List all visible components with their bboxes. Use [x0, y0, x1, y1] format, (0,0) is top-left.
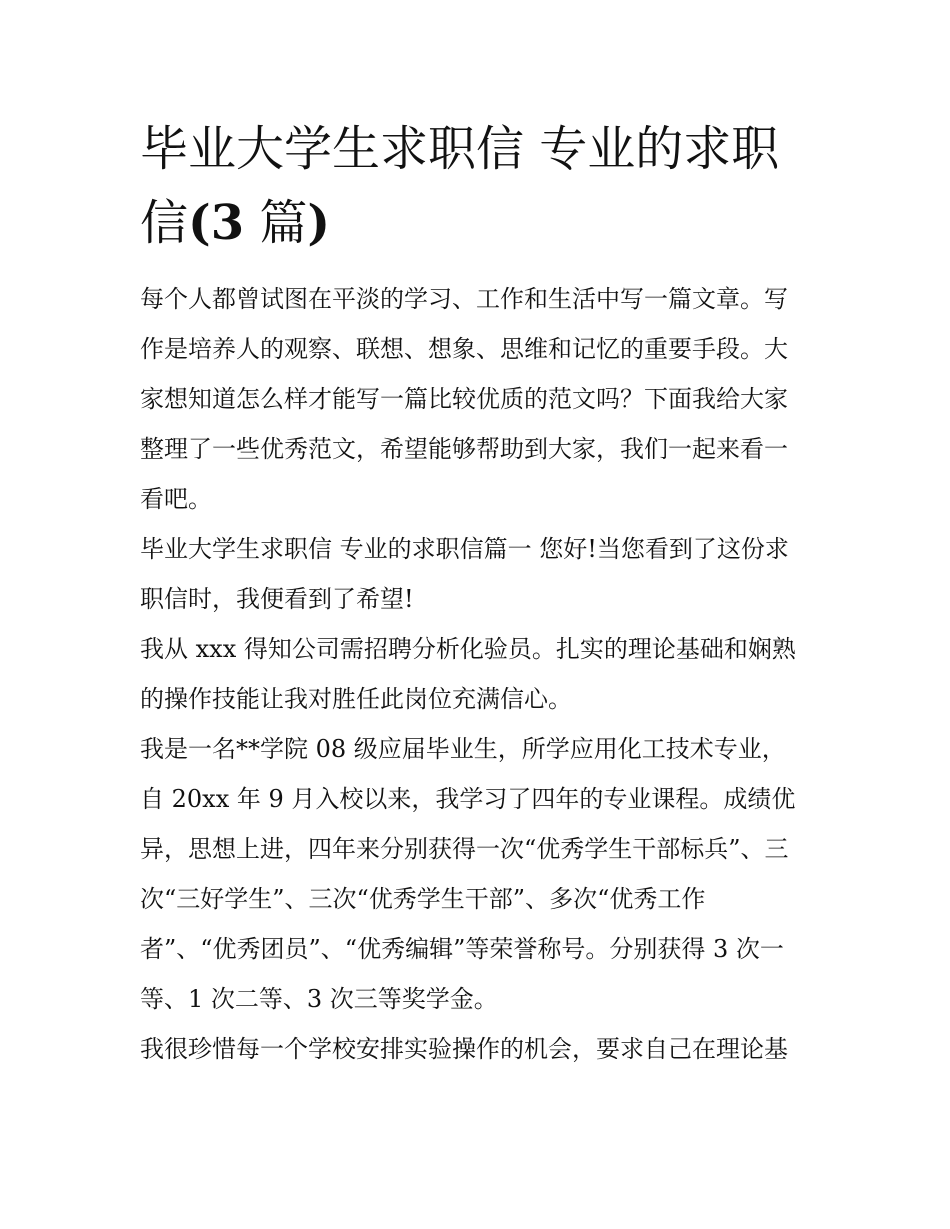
text-line: 我是一名**学院 08 级应届毕业生，所学应用化工技术专业， — [140, 735, 786, 763]
document-body — [140, 112, 812, 1074]
title-line-2-a: 信 — [140, 195, 189, 251]
title-line-1: 毕业大学生求职信 专业的求职 — [140, 121, 780, 177]
text-line: 每个人都曾试图在平淡的学习、工作和生活中写一篇文章。写 — [140, 285, 788, 313]
paragraph-intro — [140, 274, 812, 524]
text-line: 异，思想上进，四年来分别获得一次“优秀学生干部标兵”、三 — [140, 835, 789, 863]
title-line-2-c: 篇 — [244, 195, 308, 251]
paragraph-position — [140, 624, 812, 724]
text-line: 作是培养人的观察、联想、想象、思维和记忆的重要手段。大 — [140, 335, 788, 363]
text-line: 看吧。 — [140, 485, 212, 513]
title-line-2-d: ) — [307, 195, 331, 251]
text-line: 的操作技能让我对胜任此岗位充满信心。 — [140, 685, 572, 713]
text-line: 职信时，我便看到了希望! — [140, 585, 414, 613]
paragraph-experiments — [140, 1024, 812, 1074]
text-line: 毕业大学生求职信 专业的求职信篇一 您好!当您看到了这份求 — [140, 535, 789, 563]
text-line: 整理了一些优秀范文，希望能够帮助到大家，我们一起来看一 — [140, 435, 788, 463]
text-line: 我从 xxx 得知公司需招聘分析化验员。扎实的理论基础和娴熟 — [140, 635, 796, 663]
document-title — [140, 112, 812, 260]
text-line: 我很珍惜每一个学校安排实验操作的机会，要求自己在理论基 — [140, 1035, 788, 1063]
text-line: 自 20xx 年 9 月入校以来，我学习了四年的专业课程。成绩优 — [140, 785, 796, 813]
title-line-2-b: (3 — [188, 195, 245, 251]
text-line: 等、1 次二等、3 次三等奖学金。 — [140, 985, 498, 1013]
paragraph-background — [140, 724, 812, 1024]
text-line: 者”、“优秀团员”、“优秀编辑”等荣誉称号。分别获得 3 次一 — [140, 935, 784, 963]
text-line: 次“三好学生”、三次“优秀学生干部”、多次“优秀工作 — [140, 885, 706, 913]
paragraph-greeting — [140, 524, 812, 624]
text-line: 家想知道怎么样才能写一篇比较优质的范文吗？下面我给大家 — [140, 385, 788, 413]
